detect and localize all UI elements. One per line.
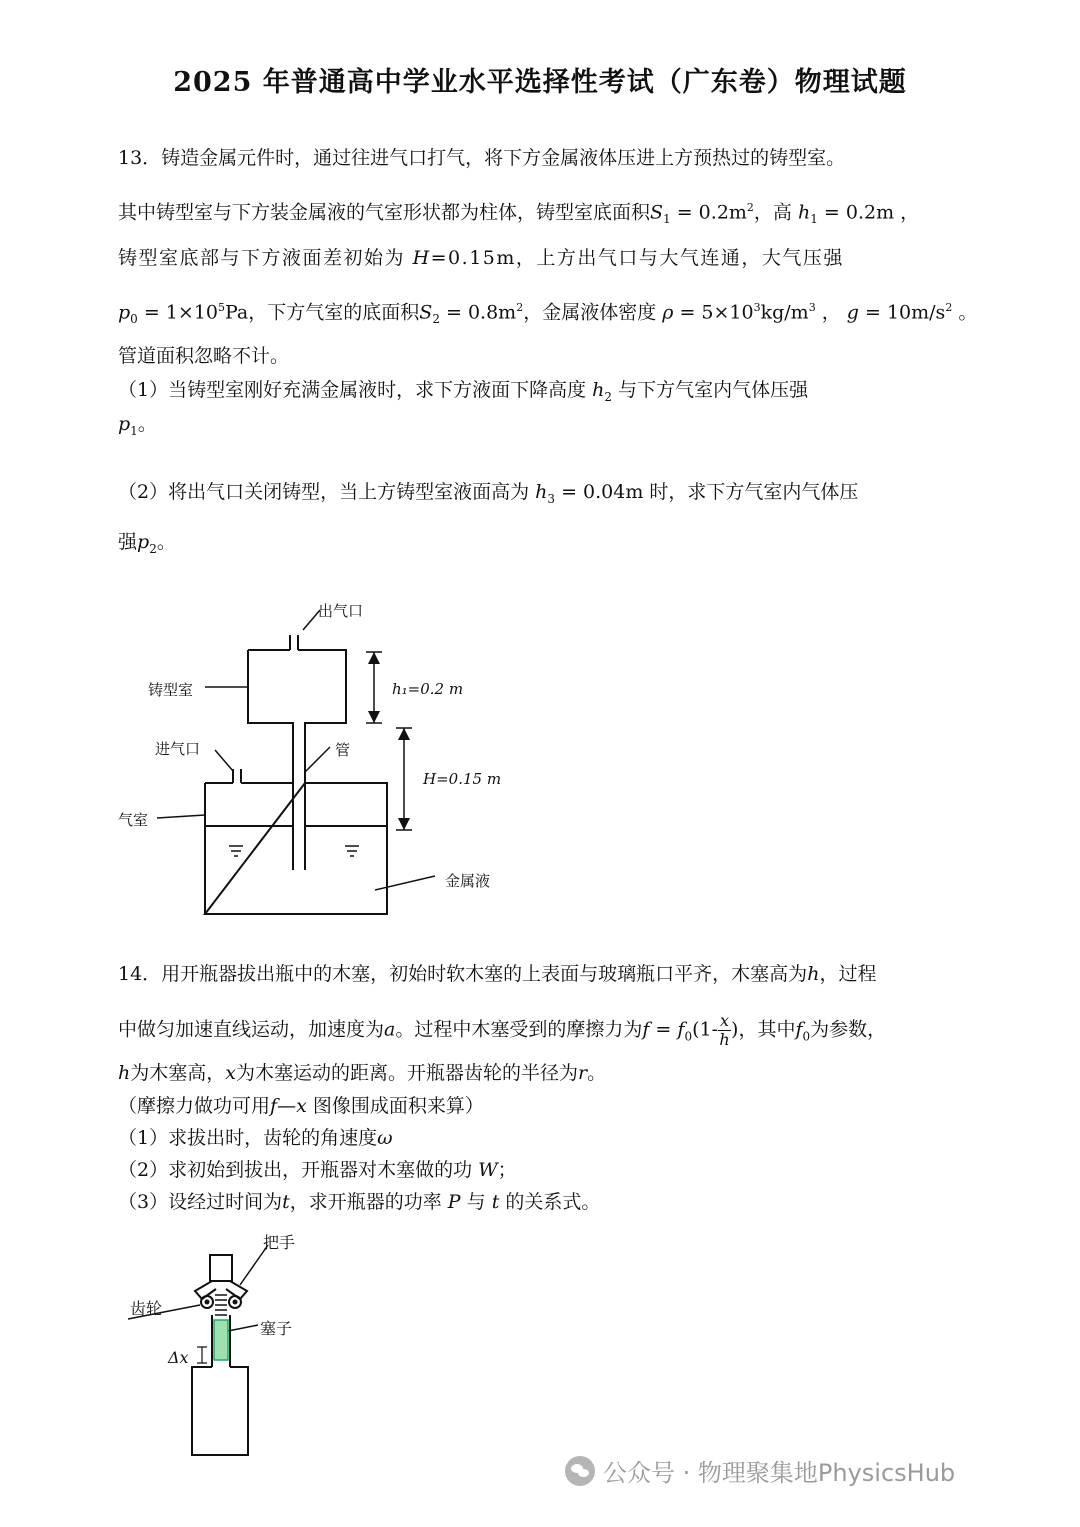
label-dx: Δx (168, 1348, 189, 1367)
q13-part-2-cont: 强$p_2$。 (118, 531, 176, 556)
label-handle: 把手 (263, 1233, 296, 1252)
q13-part-1: （1）当铸型室刚好充满金属液时，求下方液面下降高度 $h_2$ 与下方气室内气体压强 (118, 379, 809, 404)
label-air-chamber: 气室 (118, 811, 149, 829)
q13-part-1-cont: $p_1$。 (118, 413, 157, 438)
page-title: 2025 年普通高中学业水平选择性考试（广东卷）物理试题 (173, 67, 907, 98)
q13-line-4: $p_0 = 1\times 10^5Pa$，下方气室的底面积$S_2 = 0.8m^2$，金属液体密度 $\rho = 5\times 10^3kg/m^3$ ， $g = 10m/s^2$ 。 (118, 301, 978, 327)
q13-line-1: 13．铸造金属元件时，通过往进气口打气，将下方金属液体压进上方预热过的铸型室。 (118, 147, 846, 169)
label-outlet: 出气口 (318, 602, 364, 620)
q14-part-3: （3）设经过时间为t，求开瓶器的功率 P 与 t 的关系式。 (118, 1191, 601, 1213)
cork (214, 1320, 228, 1360)
q13-line-2: 其中铸型室与下方装金属液的气室形状都为柱体，铸型室底面积$S_1 = 0.2m^2$，高 $h_1 = 0.2m$ ， (118, 201, 920, 227)
q14-part-2: （2）求初始到拔出，开瓶器对木塞做的功 W； (118, 1159, 517, 1181)
q14-hint: （摩擦力做功可用f—x 图像围成面积来算） (118, 1095, 484, 1117)
fraction-x-over-h: $\frac{x}{h}$ (719, 1011, 730, 1049)
q14-line-1: 14．用开瓶器拔出瓶中的木塞，初始时软木塞的上表面与玻璃瓶口平齐，木塞高为h，过程 (118, 963, 877, 985)
q13-line-3: 铸型室底部与下方液面差初始为 H=0.15m，上方出气口与大气连通，大气压强 (118, 247, 844, 269)
label-H: H=0.15 m (423, 770, 502, 788)
label-cork: 塞子 (260, 1319, 293, 1338)
casting-diagram (100, 590, 560, 930)
q14-part-1: （1）求拔出时，齿轮的角速度ω (118, 1127, 393, 1149)
watermark (565, 1453, 955, 1488)
label-inlet: 进气口 (155, 740, 201, 758)
q14-line-2: 中做匀加速直线运动，加速度为a。过程中木塞受到的摩擦力为$f = f_0(1-$ $\frac{x}{h}$ )，其中$f_0$为参数， (118, 1011, 887, 1049)
label-mold-chamber: 铸型室 (148, 681, 194, 699)
q14-line-3: h为木塞高，x为木塞运动的距离。开瓶器齿轮的半径为r。 (118, 1062, 607, 1084)
label-pipe: 管 (335, 741, 351, 759)
watermark-text: 公众号 · 物理聚集地PhysicsHub (603, 1459, 956, 1487)
label-gear: 齿轮 (130, 1299, 163, 1318)
label-h1: h₁=0.2 m (392, 680, 464, 698)
bottle-opener-diagram (120, 1225, 320, 1465)
label-liquid: 金属液 (445, 872, 491, 890)
q13-part-2: （2）将出气口关闭铸型，当上方铸型室液面高为 $h_3 = 0.04m$ 时，求下方气室内气体压 (118, 481, 859, 506)
q13-line-5: 管道面积忽略不计。 (118, 345, 290, 367)
wechat-icon (565, 1456, 595, 1486)
